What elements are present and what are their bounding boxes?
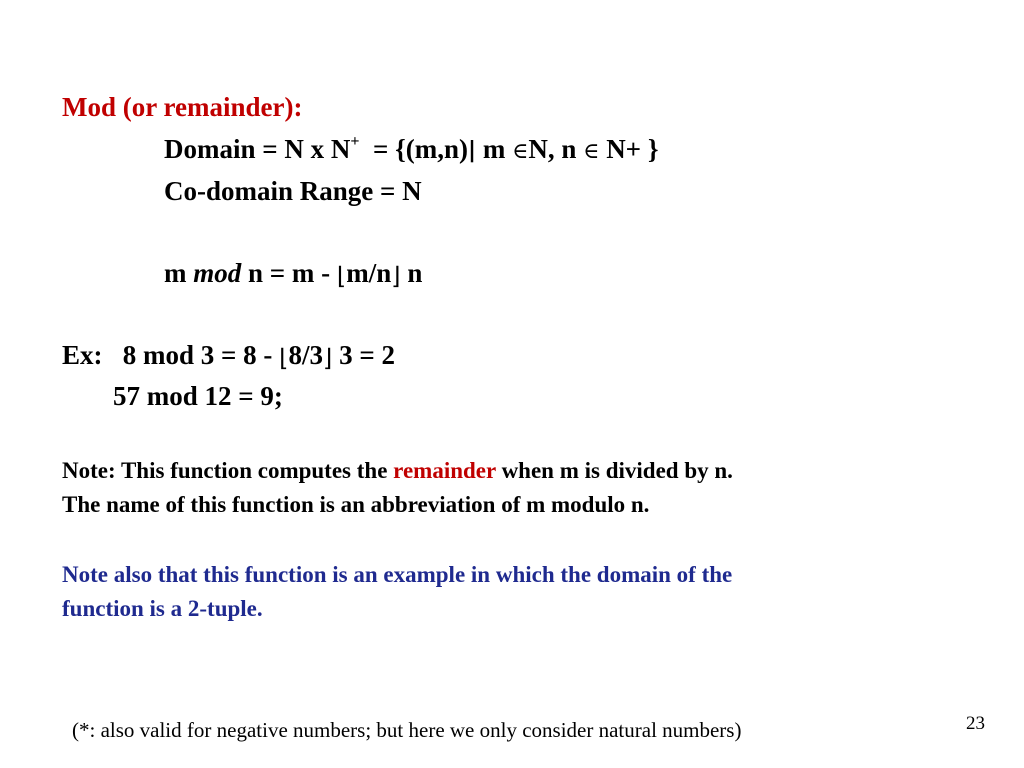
example-1-text: 8 mod 3 = 8 - [122, 340, 280, 370]
example-2: 57 mod 12 = 9; [113, 381, 283, 411]
domain-set-open: = {(m,n) [366, 134, 469, 164]
domain-tail: N+ } [599, 134, 659, 164]
note-1-before: Note: This function computes the [62, 458, 394, 483]
left-floor-symbol: ⌊ [279, 344, 289, 372]
element-of-symbol: ∈ [512, 139, 529, 164]
page-number: 23 [966, 713, 985, 734]
mod-formula [164, 258, 422, 289]
example-1-end: 3 = 2 [332, 340, 396, 370]
domain-superscript: + [350, 133, 360, 150]
note-2: The name of this function is an abbreviation of m modulo n. [62, 492, 650, 517]
formula-end: n [400, 258, 423, 288]
formula-inner: m/n [346, 258, 392, 288]
domain-n: N, n [528, 134, 584, 164]
slide-heading: Mod (or remainder): [62, 92, 303, 122]
formula-m: m [164, 258, 194, 288]
example-label: Ex: [62, 340, 103, 370]
note-1-after: when m is divided by n. [495, 458, 733, 483]
codomain-definition: Co-domain Range = N [164, 176, 422, 206]
note-1-highlight: remainder [393, 458, 496, 483]
formula-mod: mod [193, 258, 242, 288]
element-of-symbol: ∈ [583, 139, 600, 164]
formula-rest: n = m - [241, 258, 337, 288]
domain-definition [164, 134, 658, 165]
note-3-line-2: function is a 2-tuple. [62, 596, 263, 621]
example-1 [62, 340, 395, 371]
right-floor-symbol: ⌋ [323, 344, 333, 372]
example-1-inner: 8/3 [288, 340, 324, 370]
note-3-line-1: Note also that this function is an example in which the domain of the [62, 562, 733, 587]
domain-prefix: Domain = N x N [164, 134, 351, 164]
footnote: (*: also valid for negative numbers; but here we only consider natural numbers) [72, 718, 742, 742]
note-1 [62, 458, 733, 484]
such-that-bar: | [468, 138, 477, 163]
domain-m: m [476, 134, 513, 164]
left-floor-symbol: ⌊ [336, 262, 347, 290]
right-floor-symbol: ⌋ [391, 262, 401, 290]
